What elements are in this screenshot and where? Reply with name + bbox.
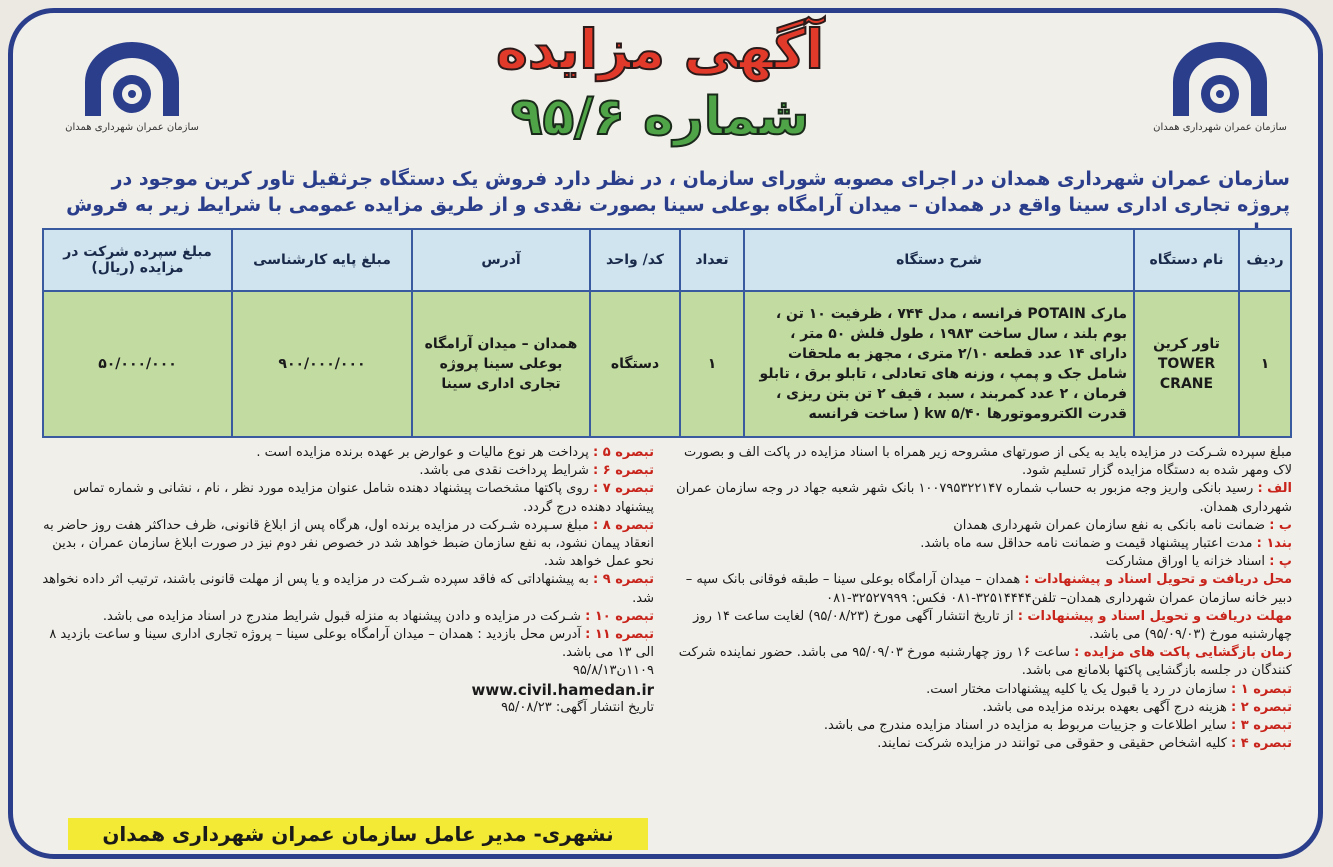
table-header-row (43, 229, 1291, 291)
cell-base-price: ۹۰۰/۰۰۰/۰۰۰ (232, 291, 412, 437)
term-item: ب : ضمانت نامه بانکی به نفع سازمان عمران شهرداری همدان (953, 517, 1292, 533)
term-item: مهلت دریافت و تحویل اسناد و پیشنهادات : از تاریخ انتشار آگهی مورخ (۹۵/۰۸/۲۳) لغایت ساعت ۱۴ روز چهارشنبه مورخ (۹۵/۰۹/۰۳) می باشد. (693, 608, 1292, 643)
cell-description: مارک POTAIN فرانسه ، مدل ۷۴۴ ، ظرفیت ۱۰ تن ، بوم بلند ، سال ساخت ۱۹۸۳ ، طول فلش ۵۰ متر ، دارای ۱۴ عدد قطعه ۲/۱۰ متری ، مجهز به ملحقات شامل جک و پمپ ، وزنه های تعادلی ، تابلو برق ، تابلو فرمان ، ۲ عدد کمربند ، سبد ، قیف ۲ تن بتن ریزی ، قدرت الکتروموتورها kw ۵/۴۰ ( ساخت فرانسه (744, 291, 1134, 437)
cell-device-name (1134, 291, 1239, 437)
device-name-fa: تاور کرین (1153, 336, 1220, 352)
term-item: پ : اسناد خزانه یا اوراق مشارکت (1105, 554, 1292, 570)
term-item: الف : رسید بانکی واریز وجه مزبور به حساب شماره ۱۰۰۷۹۵۳۲۲۱۴۷ بانک شهر شعبه جهاد در وجه سازمان عمران شهرداری همدان. (676, 481, 1292, 515)
notice-title: آگهی مزایده (496, 18, 824, 81)
org-logo-left (62, 38, 202, 148)
intro-paragraph: سازمان عمران شهرداری همدان در اجرای مصوبه شورای سازمان ، در نظر دارد فروش یک دستگاه جرثقیل تاور کرین موجود در پروژه تجاری اداری سینا واقع در همدان – میدان آرامگاه بوعلی سینا بصورت نقدی و از طریق مزایده عمومی با شرایط زیر به فروش (66, 168, 1290, 216)
header-address: آدرس (412, 229, 590, 291)
header-index: ردیف (1239, 229, 1291, 291)
table-row (43, 291, 1291, 437)
org-logo-caption: سازمان عمران شهرداری همدان (1153, 122, 1287, 133)
org-emblem-icon (77, 38, 187, 120)
term-item: تبصره ۳ : سایر اطلاعات و جزییات مربوط به مزایده در اسناد مزایده مندرج می باشد. (823, 718, 1292, 734)
term-item: محل دریافت و تحویل اسناد و پیشنهادات : همدان – میدان آرامگاه بوعلی سینا – طبقه فوقانی بانک سپه – دبیر خانه سازمان عمران شهرداری همدان– تلفن۳۲۵۱۴۴۴۴-۰۸۱ فکس: ۳۲۵۲۷۹۹۹-۰۸۱ (685, 572, 1292, 606)
cell-index: ۱ (1239, 291, 1291, 437)
header-device-name: نام دستگاه (1134, 229, 1239, 291)
term-item: تبصره ۱۱ : آدرس محل بازدید : همدان – میدان آرامگاه بوعلی سینا – پروژه تجاری اداری سینا و ساعت بازدید ۸ الی ۱۳ می باشد. (49, 627, 654, 661)
term-item: تبصره ۶ : شرایط پرداخت نقدی می باشد. (419, 463, 654, 479)
header-count: تعداد (680, 229, 744, 291)
term-item: تبصره ۱۰ : شـرکت در مزایده و دادن پیشنهاد به منزله قبول شرایط مندرج در اسناد مزایده می باشد. (102, 608, 654, 624)
header-base-price: مبلغ پایه کارشناسی (232, 229, 412, 291)
header-unit: کد/ واحد (590, 229, 680, 291)
cell-count: ۱ (680, 291, 744, 437)
notice-code: ۱۱۰۹ن۹۵/۸/۱۳ (572, 663, 654, 679)
term-item: تبصره ۱ : سازمان در رد یا قبول یک یا کلیه پیشنهادات مختار است. (926, 681, 1292, 697)
term-item: مبلغ سپرده شـرکت در مزایده باید به یکی از صورتهای مشروحه زیر همراه با اسناد مزایده در پاکت الف و بصورت لاک ومهر شده به دستگاه مزایده گزار تسلیم شود. (684, 445, 1292, 479)
publish-date-line (42, 699, 654, 717)
header-description: شرح دستگاه (744, 229, 1134, 291)
term-item: تبصره ۵ : پرداخت هر نوع مالیات و عوارض بر عهده برنده مزایده است . (256, 445, 654, 460)
term-item: تبصره ۴ : کلیه اشخاص حقیقی و حقوقی می توانند در مزایده شرکت نمایند. (877, 736, 1292, 752)
term-item: تبصره ۷ : روی پاکتها مشخصات پیشنهاد دهنده شامل عنوان مزایده مورد نظر ، نام ، نشانی و شماره تماس پیشنهاد دهنده درج گردد. (73, 481, 654, 515)
term-item: تبصره ۲ : هزینه درج آگهی بعهده برنده مزایده می باشد. (982, 699, 1292, 715)
term-item: زمان بازگشایی پاکت های مزایده : ساعت ۱۶ روز چهارشنبه مورخ ۹۵/۰۹/۰۳ می باشد. حضور نماینده شرکت کنندگان در جلسه بازگشایی پاکتها بلامانع می باشد. (678, 645, 1292, 679)
terms-right-column (662, 444, 1292, 753)
publish-label: تاریخ انتشار آگهی: (555, 699, 654, 715)
term-item: بند۱ : مدت اعتبار پیشنهاد قیمت و ضمانت نامه حداقل سه ماه باشد. (920, 536, 1292, 552)
cell-unit: دستگاه (590, 291, 680, 437)
device-name-en: TOWER CRANE (1157, 356, 1216, 392)
cell-address: همدان – میدان آرامگاه بوعلی سینا پروژه تجاری اداری سینا (412, 291, 590, 437)
term-item: تبصره ۹ : به پیشنهاداتی که فاقد سپرده شـرکت در مزایده و یا پس از مهلت قانونی باشند، ترتیب اثر داده نخواهد شد. (42, 572, 654, 606)
auction-table (42, 228, 1292, 438)
header-deposit: مبلغ سپرده شرکت در مزایده (ریال) (43, 229, 232, 291)
org-logo-caption: سازمان عمران شهرداری همدان (65, 122, 199, 133)
terms-left-column (42, 444, 654, 717)
term-item: تبصره ۸ : مبلغ سـپرده شـرکت در مزایده برنده اول، هرگاه پس از ابلاغ قانونی، ظرف حداکثر هفت روز حاضر به انعقاد پیمان نشود، به نفع سازمان ضبط خواهد شد در خصوص نفر دوم نیز در صورت ابلاغ سازمان عمران ، بدین نحو عمل خواهد شد. (43, 517, 654, 570)
publish-date: ۹۵/۰۸/۲۳ (501, 699, 552, 715)
org-logo-right (1150, 38, 1290, 148)
org-emblem-icon (1165, 38, 1275, 120)
cell-deposit: ۵۰/۰۰۰/۰۰۰ (43, 291, 232, 437)
signature-banner: نشهری- مدیر عامل سازمان عمران شهرداری همدان (68, 818, 648, 850)
notice-number: شماره ۹۵/۶ (510, 87, 810, 147)
website-link[interactable]: www.civil.hamedan.ir (471, 680, 654, 699)
